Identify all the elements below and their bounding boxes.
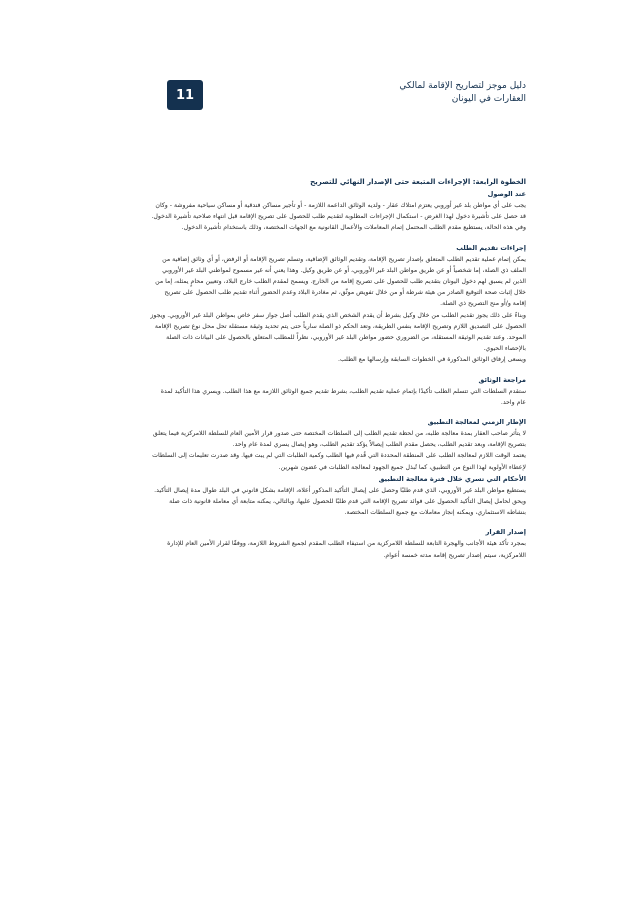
decision-heading: إصدار القرار — [485, 528, 526, 537]
running-header — [266, 80, 526, 106]
submission-paragraph-2: وبناءً على ذلك يجوز تقديم الطلب من خلال وكيل بشرط أن يقدم الشخص الذي يقدم الطلب أصل جواز سفر خاص بمواطن البلد غير الأوروبي. ويجوز الحصول على التصديق اللازم وتصريح الإقامة بنفس الطريقة، وتعد الحكم ذو الصلة سارياً حتى يتم تحديد وثيقة مستقلة تحل محل نوع تصريح الإقامة الموحد. وعند تقديم الوثيقة المستقلة، من الضروري حضور مواطن البلد غير الأوروبي، نظراً للمطلب المتعلق بالحصول على البيانات ذات الصلة بالإحصاء الحيوي. — [150, 311, 526, 353]
provisions-heading: الأحكام التي تسري خلال فترة معالجة التطبيق — [378, 474, 526, 483]
page-number: 11 — [175, 87, 195, 103]
step-title: الخطوة الرابعة: الإجراءات المتبعة حتى الإصدار النهائي للتصريح — [310, 178, 526, 186]
submission-paragraph-1: يمكن إتمام عملية تقديم الطلب المتعلق بإصدار تصريح الإقامة، وتقديم الوثائق الإضافية، وتسلم تصريح الإقامة أو الرفض، أو أي وثائق إضافية من الملف ذي الصلة، إما شخصياً أو عن طريق مواطن البلد غير الأوروبي، أو عن طريق وكيل. وهذا يعني أنه غير مسموح لمواطني البلد غير الأوروبي الذين لم يسبق لهم دخول اليونان بتقديم طلب للحصول على تصريح إقامة من الخارج. ويسمح لمقدم الطلب خارج البلاد، وتعيين محامٍ يمثله، إما من خلال إثبات صحة التوقيع الصادر من هيئة شرطة أو من خلال تفويض موثّق، ثم مغادرة البلاد وعدم الحضور أثناء تقديم طلب الحصول على تصريح إقامة و/أو منح التصريح ذي الصلة. — [155, 255, 526, 308]
on-arrival-paragraph: يجب على أي مواطن بلد غير أوروبي يعتزم امتلاك عقار - ولديه الوثائق الداعمة اللازمة - أو تأجير مساكن فندقية أو مساكن سياحية مفروشة - وكان قد حصل على تأشيرة دخول لهذا الغرض - استكمال الإجراءات المطلوبة لتقديم طلب للحصول على تصريح الإقامة قبل انتهاء صلاحية تأشيرة الدخول. وفي هذه الحالة، يستطيع مقدم الطلب المحتمل إتمام المعاملات والأعمال القانونية مع الجهات المختصة، وذلك باستخدام تأشيرة الدخول. — [151, 202, 526, 232]
document-review-heading: مراجعة الوثائق — [478, 375, 526, 384]
submission-paragraph-3: ويسعى إرفاق الوثائق المذكورة في الخطوات السابقة وإرسالها مع الطلب. — [338, 356, 526, 364]
article-body — [150, 176, 526, 561]
timeframe-paragraph-2: يعتمد الوقت اللازم لمعالجة الطلب على المنطقة المحددة التي قُدم فيها الطلب وكمية الطلبات التي لم يبت فيها. وقد صدرت تعليمات إلى السلطات لإعطاء الأولوية لهذا النوع من التطبيق، كما تُبذل جميع الجهود لمعالجة الطلبات في غضون شهرين. — [152, 452, 526, 471]
timeframe-heading: الإطار الزمني لمعالجة التطبيق — [427, 418, 526, 427]
header-title-line-1: دليل موجز لتصاريح الإقامة لمالكي — [399, 81, 526, 91]
header-title-line-2: العقارات في اليونان — [451, 94, 526, 104]
timeframe-paragraph-1: لا يتأثر صاحب العقار بمدة معالجة طلبه، من لحظة تقديم الطلب إلى السلطات المختصة حتى صدور قرار الأمين العام للسلطة اللامركزية فيما يتعلق بتصريح الإقامة، وبعد تقديم الطلب، يحصل مقدم الطلب إيصالاً يؤكد تقديم الطلب، وهو إيصال يسري لمدة عام واحد. — [152, 430, 526, 449]
page-number-badge — [167, 80, 203, 110]
decision-paragraph: بمجرد تأكد هيئة الأجانب والهجرة التابعة للسلطة اللامركزية من استيفاء الطلب المقدم لجميع الشروط اللازمة، ووفقًا لقرار الأمين العام للإدارة اللامركزية، سيتم إصدار تصريح إقامة مدته خمسة أعوام. — [167, 540, 526, 559]
document-review-paragraph: ستقدم السلطات التي تتسلم الطلب تأكيدًا بإتمام عملية تقديم الطلب، بشرط تقديم جميع الوثائق اللازمة مع هذا الطلب. ويسري هذا التأكيد لمدة عام واحد. — [160, 387, 526, 406]
on-arrival-heading: عند الوصول — [487, 190, 526, 198]
submission-heading: إجراءات تقديم الطلب — [456, 243, 526, 252]
provisions-paragraph: يستطيع مواطن البلد غير الأوروبي، الذي قدم طلبًا وحصل على إيصال التأكيد المذكور أعلاه، الإقامة بشكل قانوني في البلد طوال مدة إيصال التأكيد. ويحق لحامل إيصال التأكيد الحصول على فوائد تصريح الإقامة التي قدم طلبًا للحصول عليها، وبالتالي، يمكنه متابعة أي معاملة قانونية ذات صلة بنشاطه الاستثماري، ويمكنه إنجاز معاملات مع جميع السلطات المختصة. — [154, 486, 526, 517]
